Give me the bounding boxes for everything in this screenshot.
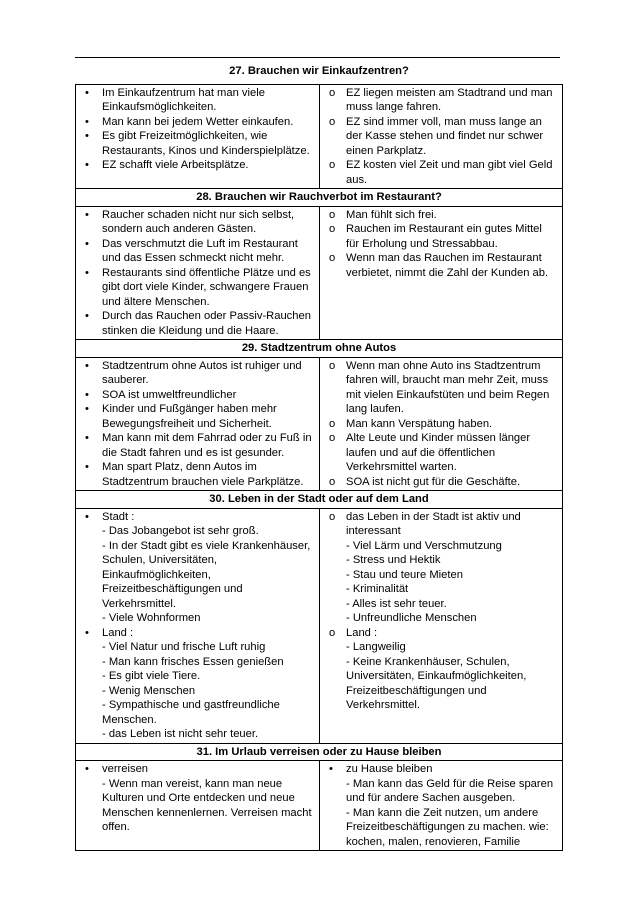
list-item-text: Das verschmutzt die Luft im Restaurant und das Essen schmeckt nicht mehr. <box>102 237 298 264</box>
list-item-text: Durch das Rauchen oder Passiv-Rauchen stinken die Kleidung und die Haare. <box>102 310 311 337</box>
list-item-text: Wenn man das Rauchen im Restaurant verbietet, nimmt die Zahl der Kunden ab. <box>346 252 549 279</box>
list-item <box>76 388 315 403</box>
list-item-text: EZ liegen meisten am Stadtrand und man muss lange fahren. <box>346 86 553 113</box>
list-item-text: SOA ist umweltfreundlicher <box>102 388 237 401</box>
list-item <box>320 115 558 159</box>
list-item <box>320 417 558 432</box>
bullet-marker-icon: • <box>85 115 89 128</box>
section-header-row <box>76 743 563 761</box>
list-item <box>320 208 558 223</box>
section-title: 28. Brauchen wir Rauchverbot im Restaurant? <box>76 189 563 207</box>
list-item <box>320 222 558 251</box>
pro-list <box>76 510 315 742</box>
pro-list <box>76 359 315 490</box>
list-item-text: Es gibt Freizeitmöglichkeiten, wie Restaurants, Kinos und Kinderspielplätze. <box>102 130 310 157</box>
section-header-row <box>76 491 563 509</box>
list-item-details: - Langweilig - Keine Krankenhäuser, Schulen, Universitäten, Einkaufmöglichkeiten, Freizeitbeschäftigungen und Verkehrsmittel. <box>346 641 527 711</box>
argument-table-body <box>76 63 563 851</box>
pro-column <box>76 508 320 743</box>
list-item-details: - Viel Lärm und Verschmutzung - Stress und Hektik - Stau und teure Mieten - Kriminalität - Alles ist sehr teuer. - Unfreundliche Menschen <box>346 539 502 624</box>
list-item <box>76 158 315 173</box>
list-item <box>76 460 315 489</box>
list-item-text: EZ schafft viele Arbeitsplätze. <box>102 159 249 171</box>
contra-column <box>320 84 563 189</box>
list-item-text: Alte Leute und Kinder müssen länger laufen und auf die öffentlichen Verkehrsmittel warten. <box>346 432 531 473</box>
section-header-row <box>76 63 563 84</box>
contra-column <box>320 357 563 491</box>
top-rule <box>75 57 560 58</box>
bullet-marker-icon: o <box>329 208 336 221</box>
section-title: 30. Leben in der Stadt oder auf dem Land <box>76 491 563 509</box>
list-item <box>320 475 558 490</box>
argument-table <box>75 63 563 851</box>
list-item <box>320 431 558 475</box>
pro-column <box>76 206 320 340</box>
list-item-text: Land : <box>102 626 134 639</box>
contra-list <box>320 762 558 849</box>
contra-list <box>320 86 558 188</box>
contra-column <box>320 508 563 743</box>
list-item-text: SOA ist nicht gut für die Geschäfte. <box>346 475 521 488</box>
list-item-text: Kinder und Fußgänger haben mehr Bewegungsfreiheit und Sicherheit. <box>102 403 277 430</box>
list-item <box>76 266 315 310</box>
bullet-marker-icon: o <box>329 359 336 372</box>
section-content-row <box>76 761 563 851</box>
section-content-row <box>76 206 563 340</box>
bullet-marker-icon: • <box>329 763 333 775</box>
bullet-marker-icon: o <box>329 432 336 444</box>
list-item <box>76 626 315 742</box>
list-item-text: Restaurants sind öffentliche Plätze und es gibt dort viele Kinder, schwangere Frauen und ältere Menschen. <box>102 266 311 308</box>
bullet-marker-icon: o <box>329 252 336 264</box>
bullet-marker-icon: • <box>85 359 89 372</box>
list-item-text: Im Einkaufzentrum hat man viele Einkaufsmöglichkeiten. <box>102 86 265 113</box>
pro-list <box>76 86 315 173</box>
list-item-text: EZ sind immer voll, man muss lange an der Kasse stehen und findet nur schwer einen Parkplatz. <box>346 115 544 157</box>
contra-list <box>320 359 558 490</box>
list-item <box>76 309 315 338</box>
contra-column <box>320 206 563 340</box>
list-item <box>320 762 558 849</box>
list-item-text: zu Hause bleiben <box>346 763 433 775</box>
list-item-details: - Wenn man vereist, kann man neue Kulturen und Orte entdecken und neue Menschen kennenlernen. Verreisen macht offen. <box>102 777 312 833</box>
contra-list <box>320 208 558 281</box>
bullet-marker-icon: o <box>329 115 336 128</box>
list-item <box>320 251 558 280</box>
bullet-marker-icon: • <box>85 266 89 279</box>
list-item-text: verreisen <box>102 763 149 775</box>
section-title: 31. Im Urlaub verreisen oder zu Hause bleiben <box>76 743 563 761</box>
bullet-marker-icon: o <box>329 510 336 523</box>
contra-list <box>320 510 558 713</box>
pro-list <box>76 762 315 835</box>
list-item-text: Raucher schaden nicht nur sich selbst, sondern auch anderen Gästen. <box>102 208 295 235</box>
list-item <box>320 510 558 626</box>
section-content-row <box>76 508 563 743</box>
list-item-text: Stadt : <box>102 510 135 523</box>
section-title: 29. Stadtzentrum ohne Autos <box>76 340 563 358</box>
list-item-text: Man fühlt sich frei. <box>346 208 437 221</box>
bullet-marker-icon: • <box>85 626 89 639</box>
list-item <box>76 86 315 115</box>
contra-column <box>320 761 563 851</box>
list-item-text: Wenn man ohne Auto ins Stadtzentrum fahren will, braucht man mehr Zeit, muss mit vielen Einkaufstüten und beim Regen lang laufen. <box>346 359 550 415</box>
section-title: 27. Brauchen wir Einkaufzentren? <box>76 63 563 84</box>
list-item-details: - Das Jobangebot ist sehr groß. - In der Stadt gibt es viele Krankenhäuser, Schulen, Universitäten, Einkaufmöglichkeiten, Freizeitbeschäftigungen und Verkehrsmittel. - Viele Wohnformen <box>102 525 311 624</box>
bullet-marker-icon: o <box>329 86 336 99</box>
list-item-text: Man spart Platz, denn Autos im Stadtzentrum brauchen viele Parkplätze. <box>102 461 304 488</box>
list-item <box>76 129 315 158</box>
list-item <box>76 208 315 237</box>
bullet-marker-icon: • <box>85 388 89 401</box>
section-content-row <box>76 84 563 189</box>
bullet-marker-icon: • <box>85 237 89 250</box>
bullet-marker-icon: • <box>85 432 89 444</box>
bullet-marker-icon: • <box>85 510 89 523</box>
list-item <box>76 762 315 835</box>
list-item-text: das Leben in der Stadt ist aktiv und interessant <box>346 510 521 537</box>
list-item-details: - Man kann das Geld für die Reise sparen und für andere Sachen ausgeben. - Man kann die Zeit nutzen, um andere Freizeitbeschäftigungen zu machen. wie: kochen, malen, renovieren, Familie <box>346 777 554 848</box>
bullet-marker-icon: o <box>329 417 336 430</box>
list-item <box>320 86 558 115</box>
document-page <box>75 63 562 851</box>
list-item-text: Rauchen im Restaurant ein gutes Mittel für Erholung und Stressabbau. <box>346 223 542 250</box>
bullet-marker-icon: o <box>329 223 336 235</box>
bullet-marker-icon: • <box>85 130 89 142</box>
list-item-details: - Viel Natur und frische Luft ruhig - Man kann frisches Essen genießen - Es gibt viele Tiere. - Wenig Menschen - Sympathische und gastfreundliche Menschen. - das Leben ist nicht sehr teuer. <box>102 641 284 740</box>
bullet-marker-icon: • <box>85 461 89 473</box>
bullet-marker-icon: • <box>85 86 89 99</box>
list-item-text: Land : <box>346 626 378 639</box>
pro-column <box>76 357 320 491</box>
list-item <box>320 158 558 187</box>
list-item-text: EZ kosten viel Zeit und man gibt viel Geld aus. <box>346 159 553 186</box>
section-header-row <box>76 340 563 358</box>
bullet-marker-icon: o <box>329 159 336 171</box>
pro-column <box>76 761 320 851</box>
pro-column <box>76 84 320 189</box>
list-item <box>76 237 315 266</box>
section-content-row <box>76 357 563 491</box>
list-item <box>76 510 315 626</box>
bullet-marker-icon: o <box>329 475 336 488</box>
bullet-marker-icon: • <box>85 763 89 775</box>
list-item <box>76 402 315 431</box>
list-item <box>76 359 315 388</box>
pro-list <box>76 208 315 339</box>
bullet-marker-icon: o <box>329 626 336 639</box>
list-item-text: Man kann bei jedem Wetter einkaufen. <box>102 115 294 128</box>
list-item-text: Man kann mit dem Fahrrad oder zu Fuß in die Stadt fahren und es ist gesunder. <box>102 432 312 459</box>
bullet-marker-icon: • <box>85 403 89 415</box>
list-item-text: Man kann Verspätung haben. <box>346 417 493 430</box>
bullet-marker-icon: • <box>85 159 89 171</box>
list-item <box>320 359 558 417</box>
bullet-marker-icon: • <box>85 208 89 221</box>
list-item <box>76 431 315 460</box>
list-item <box>76 115 315 130</box>
list-item-text: Stadtzentrum ohne Autos ist ruhiger und sauberer. <box>102 359 302 386</box>
bullet-marker-icon: • <box>85 310 89 322</box>
section-header-row <box>76 189 563 207</box>
list-item <box>320 626 558 713</box>
